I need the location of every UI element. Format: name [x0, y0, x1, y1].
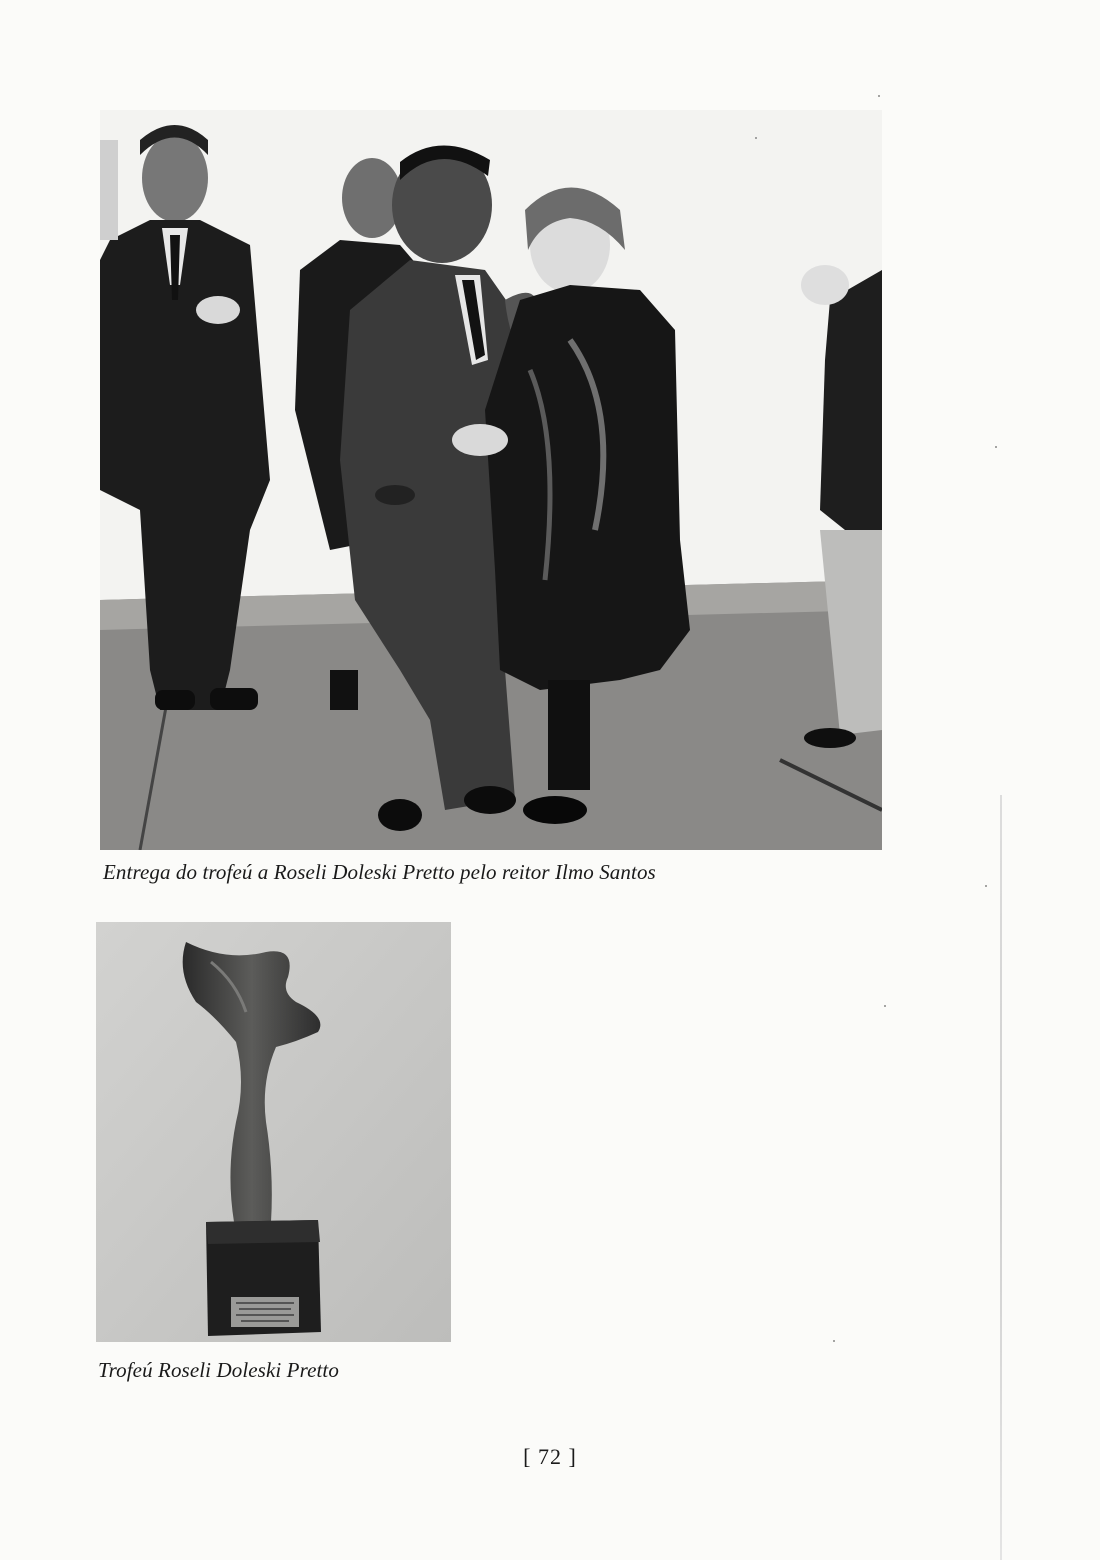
scan-speck: [884, 1005, 886, 1007]
scan-speck: [878, 95, 880, 97]
ceremony-photo-image: [100, 110, 882, 850]
trophy-photo-caption: Trofeú Roseli Doleski Pretto: [98, 1358, 339, 1382]
ceremony-photo-caption: Entrega do trofeú a Roseli Doleski Pretto pelo reitor Ilmo Santos: [103, 860, 656, 884]
ceremony-photo: [100, 110, 882, 850]
scan-speck: [995, 446, 997, 448]
trophy-photo-image: [96, 922, 451, 1342]
scan-speck: [833, 1340, 835, 1342]
scan-speck: [985, 885, 987, 887]
scan-speck: [755, 137, 757, 139]
trophy-photo: [96, 922, 451, 1342]
page-number: [ 72 ]: [523, 1444, 577, 1469]
scan-edge-line: [1000, 795, 1002, 1560]
